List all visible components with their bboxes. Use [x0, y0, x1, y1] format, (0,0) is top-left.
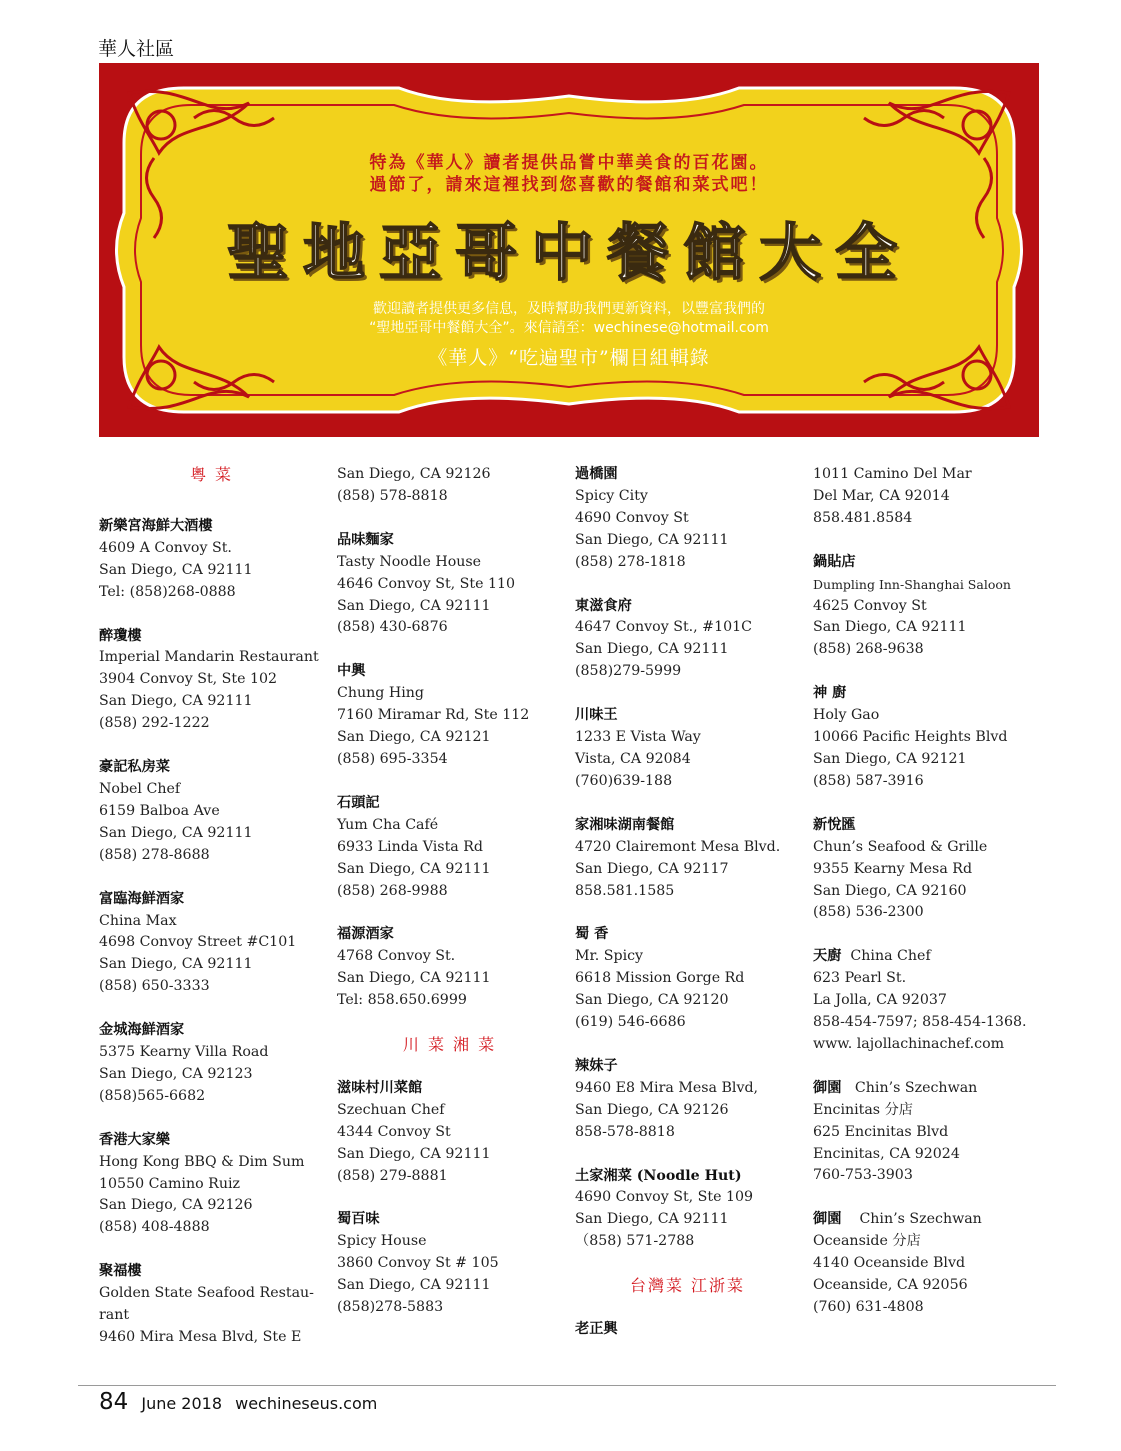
english-name: Golden State Seafood Restau- [99, 1285, 314, 1302]
address-line: San Diego, CA 92111 [575, 1211, 729, 1228]
phone-line: (858) 278-8688 [99, 846, 210, 863]
footer-divider [78, 1385, 1056, 1386]
address-line: San Diego, CA 92121 [337, 729, 491, 746]
restaurant-entry [337, 661, 562, 771]
english-name: Nobel Chef [99, 780, 181, 797]
address-line: Encinitas, CA 92024 [813, 1145, 960, 1162]
english-name: China Chef [850, 948, 931, 965]
restaurant-name: 豪記私房菜 [99, 759, 170, 776]
restaurant-name: 川味王 [575, 707, 618, 724]
column-2 [337, 464, 562, 1341]
address-line: 4690 Convoy St [575, 509, 689, 526]
address-line: 4690 Convoy St, Ste 109 [575, 1189, 754, 1206]
address-line: 7160 Miramar Rd, Ste 112 [337, 707, 530, 724]
address-line: San Diego, CA 92111 [99, 824, 253, 841]
phone-line: (858)565-6682 [99, 1087, 206, 1104]
phone-line: (858) 408-4888 [99, 1219, 210, 1236]
english-name: Tasty Noodle House [337, 553, 482, 570]
address-line: 5375 Kearny Villa Road [99, 1044, 269, 1061]
restaurant-name: 醉瓊樓 [99, 627, 142, 644]
restaurant-name: 御園 [813, 1211, 842, 1228]
restaurant-name: 土家湘菜 (Noodle Hut) [575, 1167, 742, 1184]
address-line: San Diego, CA 92160 [813, 882, 967, 899]
restaurant-entry [337, 1078, 562, 1188]
banner [99, 63, 1039, 437]
english-name: Yum Cha Café [337, 816, 439, 833]
banner-invite-line1: 歡迎讀者提供更多信息，及時幫助我們更新資料，以豐富我們的 [373, 301, 765, 317]
address-line: 1233 E Vista Way [575, 729, 701, 746]
address-line: 9460 Mira Mesa Blvd, Ste E [99, 1329, 302, 1345]
banner-title: 聖地亞哥中餐館大全 [226, 216, 911, 289]
restaurant-entry [575, 815, 800, 903]
restaurant-name: 鍋貼店 [813, 553, 856, 570]
restaurant-entry-continued [813, 464, 1038, 530]
branch-line: Encinitas 分店 [813, 1101, 913, 1118]
restaurant-entry [575, 705, 800, 793]
address-line: 6618 Mission Gorge Rd [575, 970, 745, 987]
column-3 [575, 464, 800, 1363]
address-line: 9460 E8 Mira Mesa Blvd, [575, 1079, 759, 1096]
address-line: San Diego, CA 92111 [99, 561, 253, 578]
restaurant-name: 天廚 [813, 948, 842, 965]
phone-line: (858)279-5999 [575, 663, 682, 680]
restaurant-name: 蜀百味 [337, 1211, 380, 1228]
restaurant-entry [99, 889, 324, 999]
address-line: 4140 Oceanside Blvd [813, 1255, 966, 1272]
address-line: 4609 A Convoy St. [99, 539, 232, 556]
branch-line: Oceanside 分店 [813, 1233, 921, 1250]
english-name: Mr. Spicy [575, 948, 644, 965]
cuisine-header-taiwan-jiangzhe: 台灣菜 江浙菜 [629, 1276, 746, 1296]
restaurant-name: 金城海鮮酒家 [99, 1022, 185, 1039]
address-line: San Diego, CA 92111 [575, 531, 729, 548]
restaurant-name: 新樂宮海鮮大酒樓 [99, 517, 213, 534]
restaurant-entry [99, 1130, 324, 1240]
restaurant-name: 品味麵家 [337, 531, 394, 548]
restaurant-entry [813, 1209, 1038, 1319]
restaurant-name: 福源酒家 [337, 926, 394, 943]
restaurant-name: 辣妹子 [575, 1057, 618, 1074]
address-line: San Diego, CA 92126 [337, 466, 491, 482]
cuisine-header-sichuan-hunan: 川 菜 湘 菜 [402, 1035, 497, 1055]
phone-line: 858.581.1585 [575, 882, 675, 899]
english-name: Szechuan Chef [337, 1101, 445, 1118]
restaurant-entry [99, 1020, 324, 1108]
phone-line: (858) 587-3916 [813, 772, 924, 789]
phone-line: (760) 631-4808 [813, 1299, 924, 1315]
restaurant-name: 滋味村川菜館 [337, 1079, 423, 1096]
address-line: La Jolla, CA 92037 [813, 992, 947, 1009]
phone-line: (760)639-188 [575, 772, 673, 789]
issue-date: June 2018 [141, 1394, 223, 1413]
phone-line: 858-578-8818 [575, 1123, 675, 1140]
english-name: Imperial Mandarin Restaurant [99, 649, 319, 666]
address-line: San Diego, CA 92111 [337, 1277, 491, 1294]
english-name: Chin’s Szechwan [854, 1079, 978, 1096]
address-line: 625 Encinitas Blvd [813, 1123, 949, 1140]
restaurant-entry [575, 1319, 800, 1341]
phone-line: (858) 430-6876 [337, 619, 448, 636]
address-line: 3860 Convoy St # 105 [337, 1255, 499, 1272]
english-name: Chin’s Szechwan [859, 1211, 982, 1228]
address-line: San Diego, CA 92126 [575, 1101, 729, 1118]
address-line: San Diego, CA 92111 [99, 956, 253, 973]
restaurant-name: 家湘味湖南餐館 [575, 816, 675, 833]
address-line: San Diego, CA 92111 [337, 860, 491, 877]
phone-line: (858) 279-8881 [337, 1167, 448, 1184]
restaurant-name: 東滋食府 [575, 597, 632, 614]
english-name: Hong Kong BBQ & Dim Sum [99, 1153, 305, 1170]
address-line: Oceanside, CA 92056 [813, 1277, 968, 1294]
address-line: 1011 Camino Del Mar [813, 466, 972, 482]
banner-intro-line1: 特為《華人》讀者提供品嘗中華美食的百花園。 [369, 153, 769, 173]
address-line: San Diego, CA 92120 [575, 992, 729, 1009]
address-line: 4698 Convoy Street #C101 [99, 934, 297, 951]
restaurant-entry [813, 552, 1038, 662]
phone-line: 858.481.8584 [813, 509, 913, 526]
english-name-cont: rant [99, 1307, 130, 1324]
website-link[interactable]: wechineseus.com [235, 1394, 378, 1413]
english-name: Chung Hing [337, 685, 424, 702]
address-line: San Diego, CA 92111 [813, 619, 967, 636]
address-line: 6933 Linda Vista Rd [337, 838, 484, 855]
address-line: 4720 Clairemont Mesa Blvd. [575, 838, 781, 855]
address-line: San Diego, CA 92123 [99, 1065, 253, 1082]
restaurant-name: 聚福樓 [99, 1263, 142, 1280]
page-number: 84 [99, 1389, 129, 1415]
phone-line: (858) 268-9988 [337, 882, 448, 899]
column-4 [813, 464, 1038, 1341]
phone-line: Tel: 858.650.6999 [337, 992, 467, 1009]
address-line: Del Mar, CA 92014 [813, 487, 950, 504]
footer [99, 1389, 377, 1415]
restaurant-entry [813, 946, 1038, 1056]
address-line: 10550 Camino Ruiz [99, 1175, 240, 1192]
phone-line: （858) 571-2788 [575, 1233, 695, 1250]
restaurant-entry [813, 1078, 1038, 1188]
restaurant-entry [99, 516, 324, 604]
restaurant-entry [575, 1166, 800, 1254]
restaurant-name: 香港大家樂 [99, 1131, 170, 1148]
restaurant-name: 石頭記 [337, 794, 380, 811]
phone-line: Tel: (858)268-0888 [99, 583, 236, 600]
column-1 [99, 464, 324, 1371]
restaurant-name: 中興 [337, 663, 366, 680]
address-line: San Diego, CA 92117 [575, 860, 729, 877]
restaurant-name: 新悅匯 [813, 816, 856, 833]
restaurant-entry [337, 924, 562, 1012]
phone-line: (858) 536-2300 [813, 904, 924, 921]
restaurant-entry [575, 924, 800, 1034]
english-name: Holy Gao [813, 707, 880, 724]
phone-line: (619) 546-6686 [575, 1014, 686, 1031]
address-line: San Diego, CA 92111 [337, 970, 491, 987]
address-line: San Diego, CA 92126 [99, 1197, 253, 1214]
restaurant-entry [99, 1261, 324, 1349]
address-line: San Diego, CA 92121 [813, 750, 967, 767]
english-name: Spicy House [337, 1233, 427, 1250]
phone-line: (858) 292-1222 [99, 715, 210, 732]
address-line: San Diego, CA 92111 [337, 1145, 491, 1162]
restaurant-entry [337, 1209, 562, 1319]
phone-line: (858) 650-3333 [99, 978, 210, 995]
address-line: 4646 Convoy St, Ste 110 [337, 575, 516, 592]
address-line: 4768 Convoy St. [337, 948, 456, 965]
phone-line: (858)278-5883 [337, 1299, 444, 1316]
section-tag: 華人社區 [98, 38, 175, 60]
restaurant-entry [813, 683, 1038, 793]
banner-invite-line2: “聖地亞哥中餐館大全”。來信請至：wechinese@hotmail.com [369, 320, 769, 336]
english-name: Spicy City [575, 487, 648, 504]
restaurant-name: 老正興 [575, 1321, 618, 1338]
english-name: Dumpling Inn-Shanghai Saloon [813, 576, 1011, 592]
restaurant-name: 過橋園 [575, 466, 618, 482]
phone-line: (858) 278-1818 [575, 553, 686, 570]
phone-line: (858) 695-3354 [337, 750, 448, 767]
address-line: 4344 Convoy St [337, 1123, 451, 1140]
phone-line: (858) 578-8818 [337, 487, 448, 504]
website-line: www. lajollachinachef.com [813, 1035, 1005, 1052]
restaurant-entry [575, 464, 800, 574]
restaurant-entry [99, 757, 324, 867]
restaurant-name: 蜀 香 [575, 926, 609, 943]
address-line: San Diego, CA 92111 [99, 693, 253, 710]
address-line: 623 Pearl St. [813, 970, 907, 987]
banner-compiler: 《華人》“吃遍聖市”欄目組輯錄 [428, 347, 710, 369]
restaurant-name: 富臨海鮮酒家 [99, 890, 185, 907]
address-line: 4647 Convoy St., #101C [575, 619, 753, 636]
restaurant-entry [575, 1056, 800, 1144]
restaurant-entry [337, 530, 562, 640]
address-line: 10066 Pacific Heights Blvd [813, 729, 1008, 746]
restaurant-entry [337, 793, 562, 903]
restaurant-entry-continued [337, 464, 562, 508]
english-name: Chun’s Seafood & Grille [813, 838, 988, 855]
phone-line: (858) 268-9638 [813, 641, 924, 658]
restaurant-entry [575, 596, 800, 684]
address-line: 4625 Convoy St [813, 597, 927, 614]
cuisine-header-cantonese: 粵 菜 [189, 465, 234, 484]
banner-intro-line2: 過節了，請來這裡找到您喜歡的餐館和菜式吧！ [369, 175, 769, 195]
address-line: 6159 Balboa Ave [99, 802, 220, 819]
restaurant-name: 御園 [813, 1079, 842, 1096]
restaurant-entry [813, 815, 1038, 925]
address-line: San Diego, CA 92111 [575, 641, 729, 658]
address-line: 3904 Convoy St, Ste 102 [99, 671, 278, 688]
restaurant-entry [99, 626, 324, 736]
restaurant-name: 神 廚 [813, 685, 847, 702]
address-line: Vista, CA 92084 [575, 750, 691, 767]
address-line: 9355 Kearny Mesa Rd [813, 860, 973, 877]
phone-line: 760-753-3903 [813, 1167, 913, 1184]
english-name: China Max [99, 912, 177, 929]
phone-line: 858-454-7597; 858-454-1368. [813, 1014, 1027, 1031]
address-line: San Diego, CA 92111 [337, 597, 491, 614]
